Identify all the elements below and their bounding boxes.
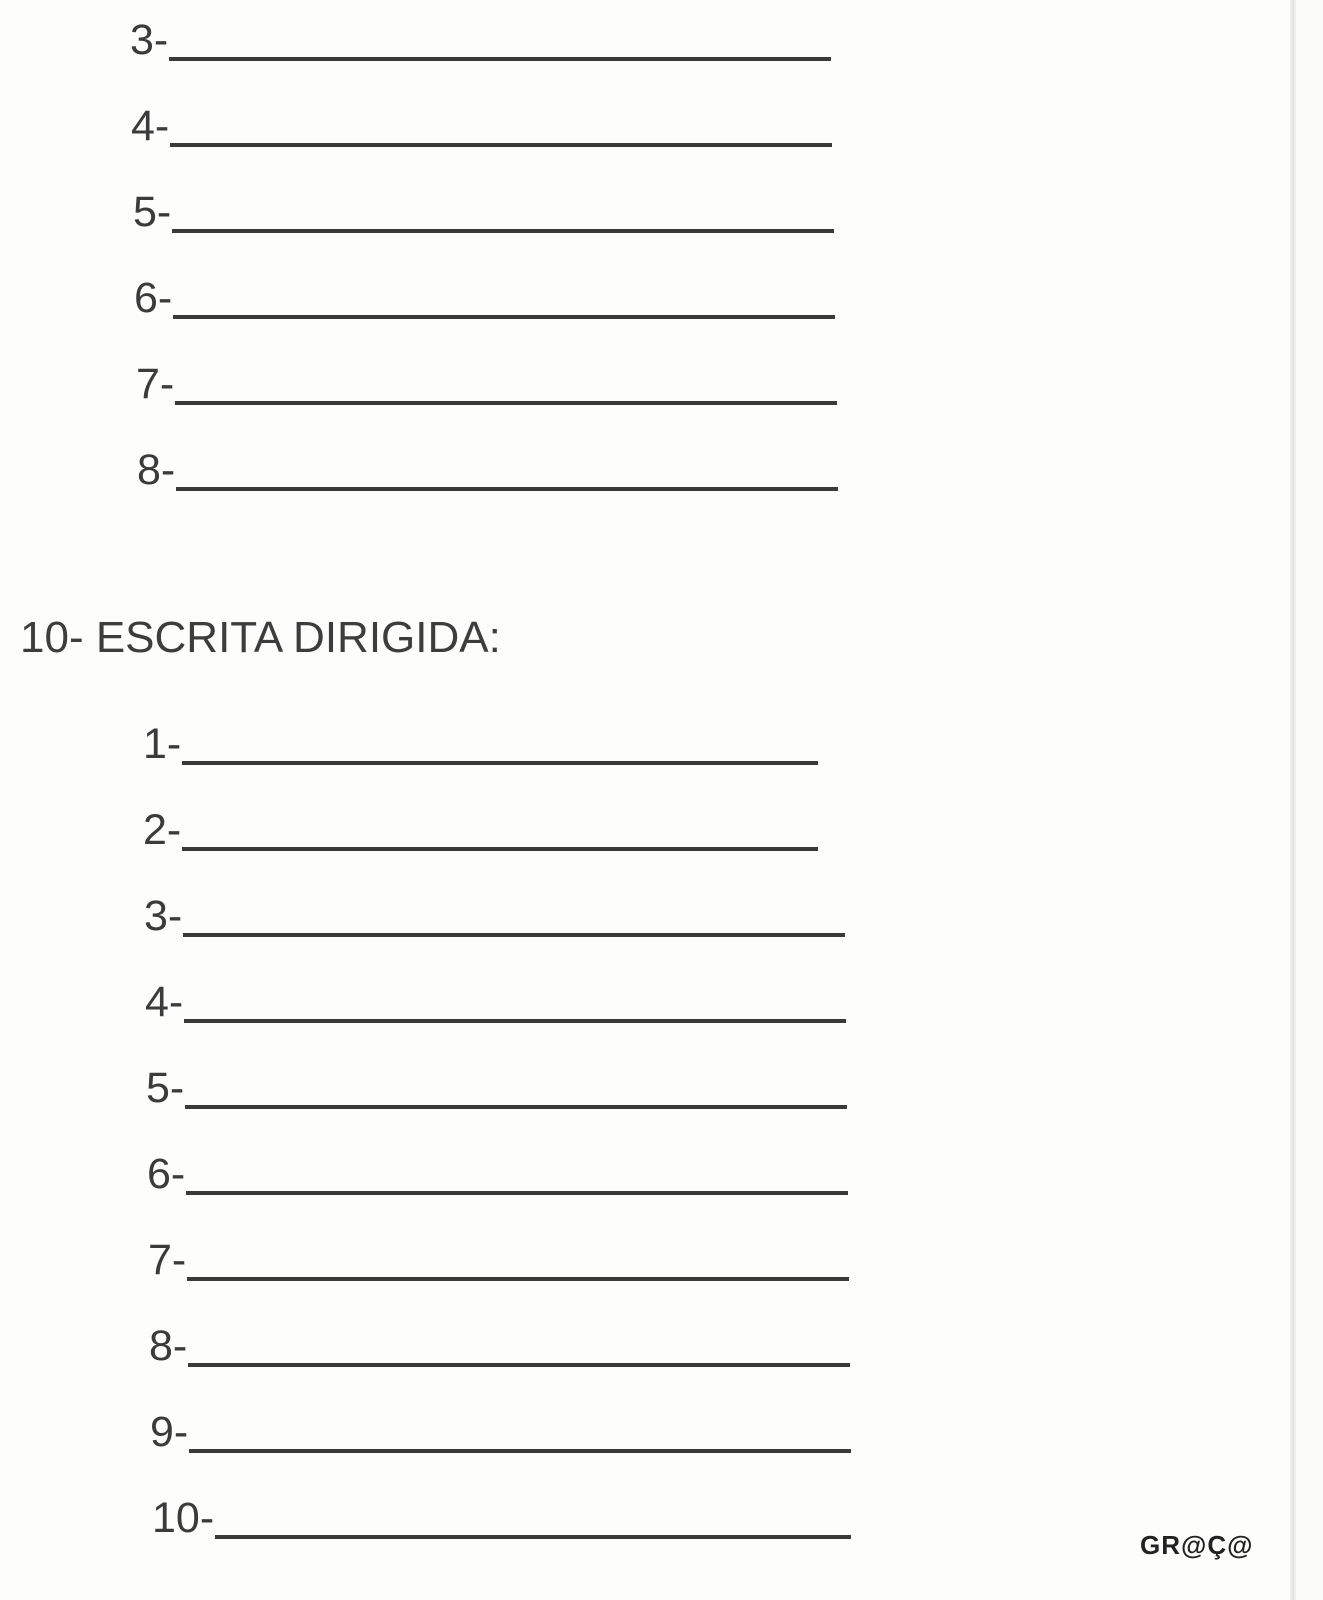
answer-blank[interactable] [183, 933, 845, 937]
section-title: 10- ESCRITA DIRIGIDA: [20, 613, 501, 662]
line-number: 7- [148, 1236, 187, 1284]
line-number: 8- [149, 1322, 188, 1370]
line-number: 2- [143, 806, 182, 854]
answer-line[interactable] [143, 718, 818, 770]
line-number: 3- [144, 892, 183, 940]
answer-blank[interactable] [189, 1449, 851, 1453]
line-number: 6- [134, 274, 173, 322]
answer-line[interactable] [133, 186, 834, 238]
answer-blank[interactable] [169, 57, 831, 61]
line-number: 1- [143, 720, 182, 768]
answer-blank[interactable] [185, 1105, 847, 1109]
answer-line[interactable] [137, 444, 838, 496]
answer-line[interactable] [144, 890, 845, 942]
answer-blank[interactable] [172, 229, 834, 233]
answer-blank[interactable] [170, 143, 832, 147]
line-number: 7- [136, 360, 175, 408]
answer-line[interactable] [148, 1234, 849, 1286]
answer-blank[interactable] [187, 1277, 849, 1281]
answer-blank[interactable] [176, 487, 838, 491]
answer-line[interactable] [150, 1406, 851, 1458]
answer-line[interactable] [143, 804, 818, 856]
answer-line[interactable] [152, 1492, 851, 1544]
page-margin [1296, 0, 1323, 1600]
line-number: 6- [147, 1150, 186, 1198]
answer-blank[interactable] [175, 401, 837, 405]
answer-line[interactable] [134, 272, 835, 324]
answer-line[interactable] [136, 358, 837, 410]
line-number: 4- [145, 978, 184, 1026]
answer-line[interactable] [147, 1148, 848, 1200]
author-signature: GR@Ç@ [1140, 1530, 1254, 1560]
answer-blank[interactable] [188, 1363, 850, 1367]
answer-line[interactable] [145, 976, 846, 1028]
answer-blank[interactable] [173, 315, 835, 319]
line-number: 8- [137, 446, 176, 494]
line-number: 4- [131, 102, 170, 150]
answer-blank[interactable] [182, 847, 818, 851]
answer-blank[interactable] [184, 1019, 846, 1023]
line-number: 10- [152, 1494, 215, 1542]
answer-blank[interactable] [186, 1191, 848, 1195]
answer-blank[interactable] [215, 1535, 851, 1539]
line-number: 9- [150, 1408, 189, 1456]
answer-line[interactable] [149, 1320, 850, 1372]
answer-line[interactable] [146, 1062, 847, 1114]
answer-line[interactable] [131, 100, 832, 152]
answer-blank[interactable] [182, 761, 818, 765]
line-number: 3- [130, 16, 169, 64]
line-number: 5- [133, 188, 172, 236]
answer-line[interactable] [130, 14, 831, 66]
line-number: 5- [146, 1064, 185, 1112]
